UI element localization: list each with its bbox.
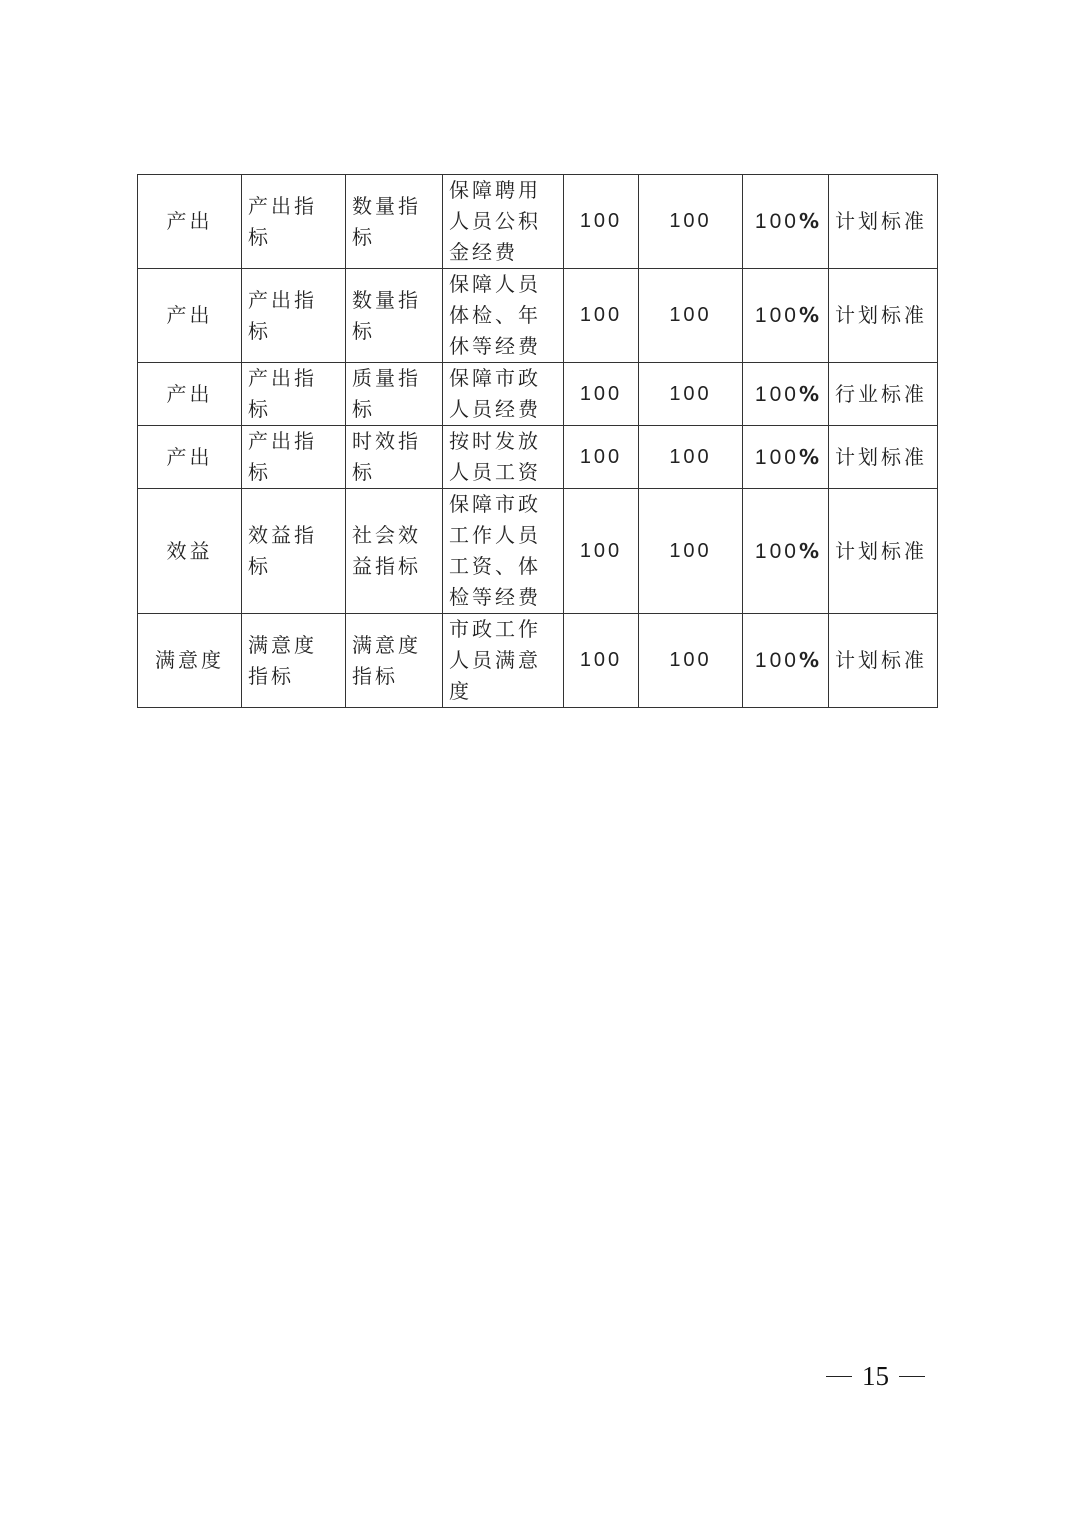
rate-percent-sign: % — [798, 303, 822, 327]
indicator-cell: 保障聘用人员公积金经费 — [443, 175, 564, 269]
basis-cell: 行业标准 — [829, 363, 938, 426]
completion-rate-cell — [743, 175, 829, 269]
rate-number: 100 — [754, 649, 799, 672]
basis-cell: 计划标准 — [829, 614, 938, 708]
completion-rate-cell — [743, 426, 829, 489]
rate-number: 100 — [754, 445, 799, 469]
level1-cell: 满意度 — [138, 614, 242, 708]
rate-percent-sign: % — [798, 209, 822, 233]
rate-number: 100 — [754, 210, 799, 233]
right-dash — [899, 1376, 925, 1377]
rate-percent-sign: % — [798, 381, 822, 406]
basis-cell: 计划标准 — [829, 426, 938, 489]
rate-number: 100 — [754, 539, 799, 563]
table-row — [138, 614, 938, 708]
table-row — [138, 269, 938, 363]
actual-value-cell: 100 — [639, 175, 743, 269]
page-footer — [818, 1356, 933, 1396]
level2-cell: 满意度指标 — [242, 614, 346, 708]
level2-cell: 产出指标 — [242, 175, 346, 269]
table-row — [138, 426, 938, 489]
level1-cell: 产出 — [138, 269, 242, 363]
performance-indicator-table — [137, 174, 938, 708]
basis-cell: 计划标准 — [829, 489, 938, 614]
actual-value-cell: 100 — [639, 426, 743, 489]
actual-value-cell: 100 — [639, 363, 743, 426]
target-value-cell: 100 — [564, 489, 639, 614]
completion-rate-cell — [743, 489, 829, 614]
level3-cell: 数量指标 — [346, 269, 443, 363]
indicator-cell: 按时发放人员工资 — [443, 426, 564, 489]
actual-value-cell: 100 — [639, 269, 743, 363]
indicator-cell: 保障市政人员经费 — [443, 363, 564, 426]
table-row — [138, 175, 938, 269]
indicator-cell: 保障市政工作人员工资、体检等经费 — [443, 489, 564, 614]
level3-cell: 时效指标 — [346, 426, 443, 489]
completion-rate-cell — [743, 614, 829, 708]
rate-number: 100 — [754, 382, 799, 406]
indicator-cell: 市政工作人员满意度 — [443, 614, 564, 708]
table-row — [138, 489, 938, 614]
basis-cell: 计划标准 — [829, 269, 938, 363]
actual-value-cell: 100 — [639, 489, 743, 614]
level3-cell: 数量指标 — [346, 175, 443, 269]
target-value-cell: 100 — [564, 269, 639, 363]
target-value-cell: 100 — [564, 614, 639, 708]
level2-cell: 产出指标 — [242, 269, 346, 363]
completion-rate-cell — [743, 269, 829, 363]
level2-cell: 产出指标 — [242, 426, 346, 489]
level2-cell: 产出指标 — [242, 363, 346, 426]
target-value-cell: 100 — [564, 426, 639, 489]
table-row — [138, 363, 938, 426]
actual-value-cell: 100 — [639, 614, 743, 708]
level1-cell: 效益 — [138, 489, 242, 614]
left-dash — [826, 1376, 852, 1377]
basis-cell: 计划标准 — [829, 175, 938, 269]
rate-percent-sign: % — [798, 538, 822, 563]
rate-number: 100 — [754, 304, 799, 327]
level3-cell: 满意度指标 — [346, 614, 443, 708]
level3-cell: 社会效益指标 — [346, 489, 443, 614]
level1-cell: 产出 — [138, 426, 242, 489]
rate-percent-sign: % — [798, 648, 822, 672]
level1-cell: 产出 — [138, 363, 242, 426]
target-value-cell: 100 — [564, 175, 639, 269]
rate-percent-sign: % — [798, 444, 822, 469]
target-value-cell: 100 — [564, 363, 639, 426]
level2-cell: 效益指标 — [242, 489, 346, 614]
page-number: 15 — [862, 1360, 889, 1391]
completion-rate-cell — [743, 363, 829, 426]
level1-cell: 产出 — [138, 175, 242, 269]
level3-cell: 质量指标 — [346, 363, 443, 426]
indicator-cell: 保障人员体检、年休等经费 — [443, 269, 564, 363]
